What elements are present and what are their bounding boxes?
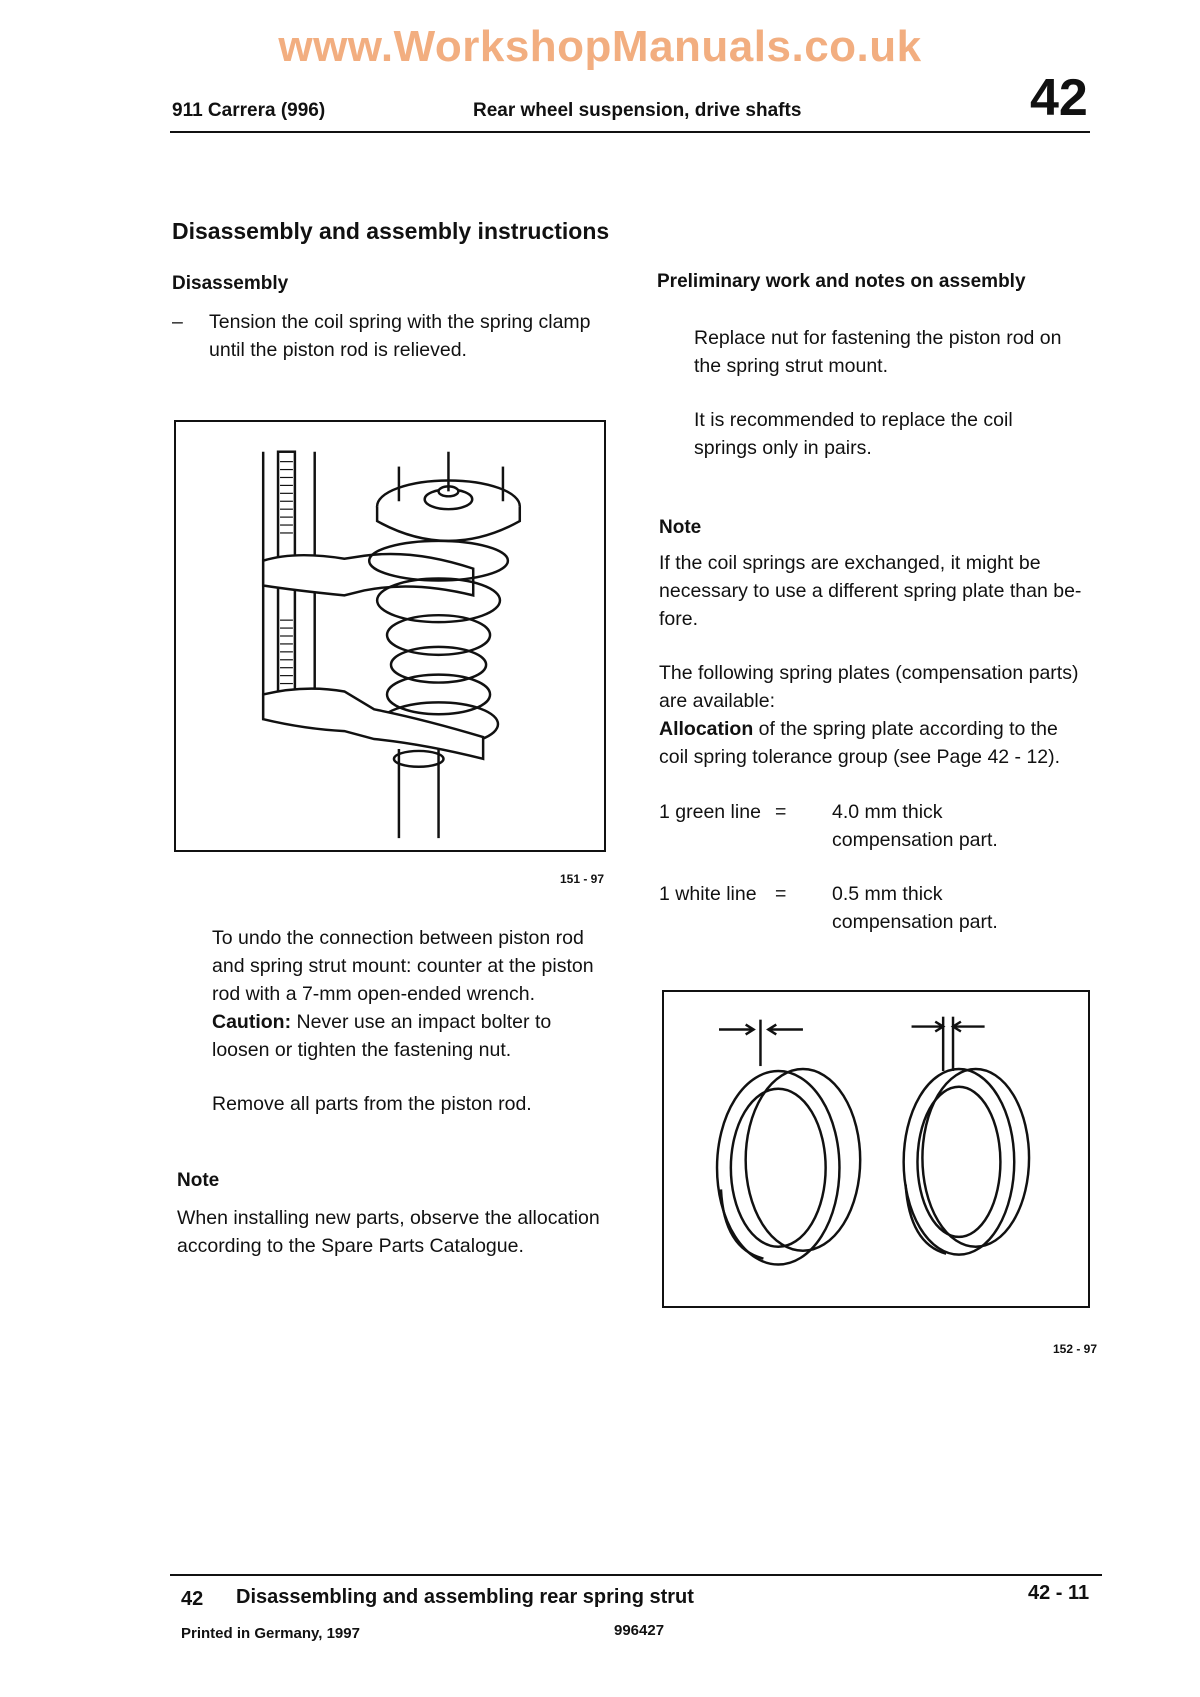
disassembly-heading: Disassembly xyxy=(172,273,289,294)
header-section: Rear wheel suspension, drive shafts xyxy=(473,100,802,121)
white-line-value-1: 0.5 mm thick xyxy=(832,883,943,905)
white-line-equals: = xyxy=(775,883,787,905)
white-line-label: 1 white line xyxy=(659,883,757,905)
preliminary-heading: Preliminary work and notes on assembly xyxy=(657,271,1026,292)
spring-plates-figure xyxy=(662,990,1090,1308)
spring-plates-illustration xyxy=(664,992,1088,1306)
caution-text: Never use an impact bolter to xyxy=(291,1011,552,1033)
allocation-text: of the spring plate according to the xyxy=(753,718,1058,740)
green-line-value-2: compensation part. xyxy=(832,829,998,851)
page-title: Disassembly and assembly instructions xyxy=(172,218,610,244)
footer-printed: Printed in Germany, 1997 xyxy=(181,1625,360,1642)
footer-page-number: 42 - 11 xyxy=(1028,1582,1090,1604)
green-line-value-1: 4.0 mm thick xyxy=(832,801,943,823)
left-note-line-1: When installing new parts, observe the allocation xyxy=(177,1207,600,1229)
watermark: www.WorkshopManuals.co.uk xyxy=(278,22,922,71)
replace-nut-line-2: the spring strut mount. xyxy=(694,355,889,377)
footer-chapter: 42 xyxy=(181,1588,204,1610)
green-line-equals: = xyxy=(775,801,787,823)
available-line-2: are available: xyxy=(659,690,775,712)
header-rule xyxy=(170,131,1090,133)
footer-code: 996427 xyxy=(614,1622,665,1639)
bullet-text-line-1: Tension the coil spring with the spring clamp xyxy=(209,311,591,333)
left-note-heading: Note xyxy=(177,1170,220,1191)
caution-line-2: loosen or tighten the fastening nut. xyxy=(212,1039,512,1061)
replace-nut-line-1: Replace nut for fastening the piston rod on xyxy=(694,327,1062,349)
header-chapter-number: 42 xyxy=(1030,69,1088,127)
footer-rule xyxy=(170,1574,1102,1576)
undo-para-line-3: rod with a 7-mm open-ended wrench. xyxy=(212,983,535,1005)
caution-label: Caution: xyxy=(212,1011,292,1033)
allocation-label: Allocation xyxy=(659,718,754,740)
spring-strut-illustration xyxy=(176,422,604,850)
undo-para-line-1: To undo the connection between piston rod xyxy=(212,927,584,949)
undo-para-line-2: and spring strut mount: counter at the piston xyxy=(212,955,594,977)
figure-label-151: 151 - 97 xyxy=(560,872,605,886)
right-note-heading: Note xyxy=(659,517,702,538)
figure-label-152: 152 - 97 xyxy=(1053,1342,1098,1356)
bullet-text-line-2: until the piston rod is relieved. xyxy=(209,339,467,361)
spring-strut-figure xyxy=(174,420,606,852)
caution-line-1 xyxy=(212,1008,551,1037)
remove-parts-text: Remove all parts from the piston rod. xyxy=(212,1093,532,1115)
right-note-line-2: necessary to use a different spring plate than be- xyxy=(659,580,1082,602)
left-note-line-2: according to the Spare Parts Catalogue. xyxy=(177,1235,524,1257)
recommend-line-2: springs only in pairs. xyxy=(694,437,872,459)
available-line-1: The following spring plates (compensation parts) xyxy=(659,662,1079,684)
bullet-dash: – xyxy=(172,311,183,333)
green-line-label: 1 green line xyxy=(659,801,761,823)
header-model: 911 Carrera (996) xyxy=(172,100,326,121)
footer-title: Disassembling and assembling rear spring strut xyxy=(236,1586,694,1608)
allocation-line-2: coil spring tolerance group (see Page 42 - 12). xyxy=(659,746,1061,768)
allocation-line-1 xyxy=(659,715,1058,744)
recommend-line-1: It is recommended to replace the coil xyxy=(694,409,1013,431)
right-note-line-1: If the coil springs are exchanged, it might be xyxy=(659,552,1041,574)
right-note-line-3: fore. xyxy=(659,608,699,630)
white-line-value-2: compensation part. xyxy=(832,911,998,933)
